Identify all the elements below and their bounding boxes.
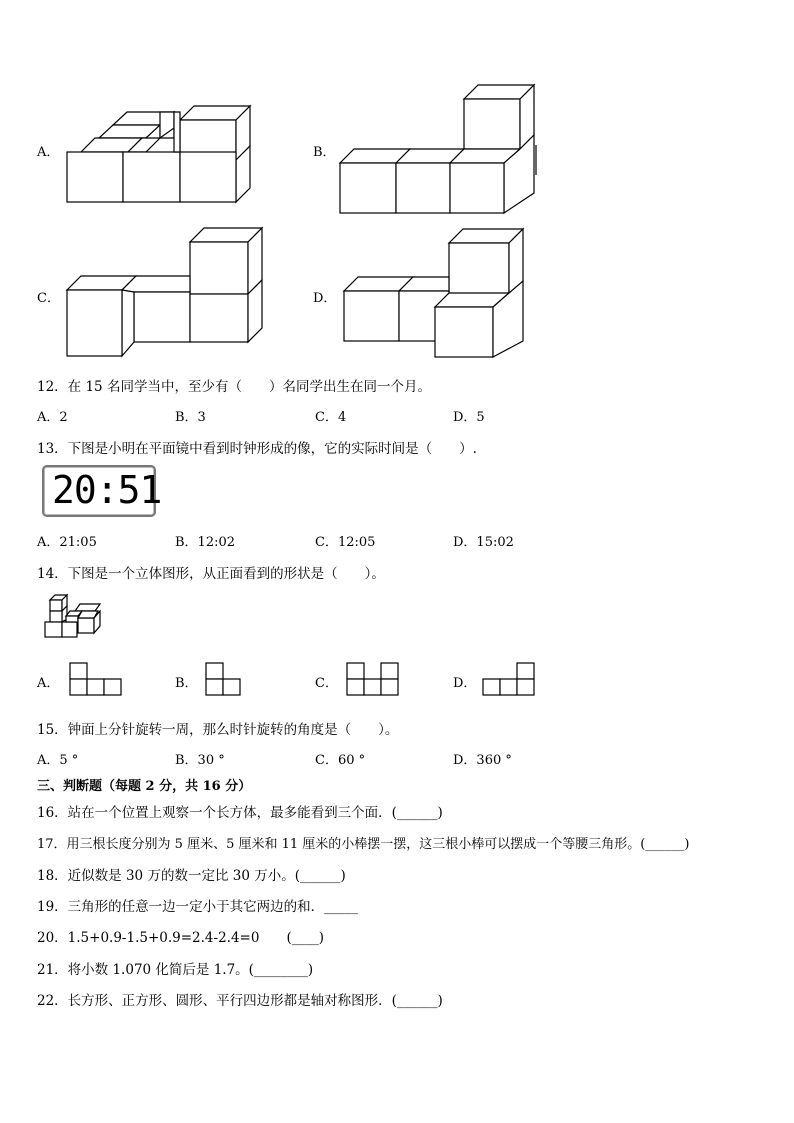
q15-option-d: D．360 ° [453, 753, 512, 768]
section-3-heading: 三、判断题（每题 2 分，共 16 分） [37, 779, 252, 794]
q12-option-d: D．5 [453, 410, 485, 425]
q15-option-a: A．5 ° [37, 753, 79, 768]
q12-option-a: A．2 [37, 410, 68, 425]
q14-view-d [482, 662, 537, 697]
q14-option-d: D． [453, 676, 477, 691]
q12-option-b: B．3 [175, 410, 206, 425]
q14-view-a [69, 662, 124, 697]
q14-option-a: A． [37, 676, 60, 691]
judgement-16: 16．站在一个位置上观察一个长方体，最多能看到三个面．(______) [37, 805, 443, 821]
judgement-18: 18．近似数是 30 万的数一定比 30 万小。(______) [37, 868, 346, 884]
q11-figure-b [338, 83, 543, 218]
q13-option-a: A．21:05 [37, 535, 97, 550]
q11-figure-a [60, 88, 260, 213]
q11-option-b: B． [313, 145, 336, 160]
q11-option-c: C． [37, 291, 60, 306]
q13-option-c: C．12:05 [315, 535, 376, 550]
judgement-19: 19．三角形的任意一边一定小于其它两边的和．_____ [37, 899, 358, 915]
q15-option-c: C．60 ° [315, 753, 366, 768]
q11-option-a: A． [37, 145, 60, 160]
q13-option-b: B．12:02 [175, 535, 236, 550]
judgement-20: 20．1.5+0.9-1.5+0.9=2.4-2.4=0 (____) [37, 930, 324, 946]
q13-option-d: D．15:02 [453, 535, 514, 550]
judgement-21: 21．将小数 1.070 化简后是 1.7。(________) [37, 962, 314, 978]
q14-view-b [205, 662, 245, 697]
q15-option-b: B．30 ° [175, 753, 225, 768]
q14-option-b: B． [175, 676, 198, 691]
q14-view-c [346, 662, 401, 697]
q14-solid-figure [42, 592, 112, 642]
q11-option-d: D． [313, 291, 337, 306]
q13-text: 13．下图是小明在平面镜中看到时钟形成的像，它的实际时间是（ ）. [37, 441, 477, 457]
q15-text: 15．钟面上分针旋转一周，那么时针旋转的角度是（ ）。 [37, 722, 399, 738]
q14-text: 14．下图是一个立体图形，从正面看到的形状是（ ）。 [37, 566, 385, 582]
judgement-17: 17．用三根长度分别为 5 厘米、5 厘米和 11 厘米的小棒摆一摆，这三根小棒可以摆成一个等腰三角形。(______) [37, 837, 690, 852]
judgement-22: 22．长方形、正方形、圆形、平行四边形都是轴对称图形．(______) [37, 993, 443, 1009]
q11-figure-c [64, 226, 269, 361]
clock-digits: 20:51 [52, 468, 162, 512]
q11-figure-d [343, 227, 543, 362]
q12-option-c: C．4 [315, 410, 347, 425]
q12-text: 12．在 15 名同学当中，至少有（ ）名同学出生在同一个月。 [37, 379, 431, 395]
q14-option-c: C． [315, 676, 338, 691]
mirror-clock [42, 465, 162, 517]
